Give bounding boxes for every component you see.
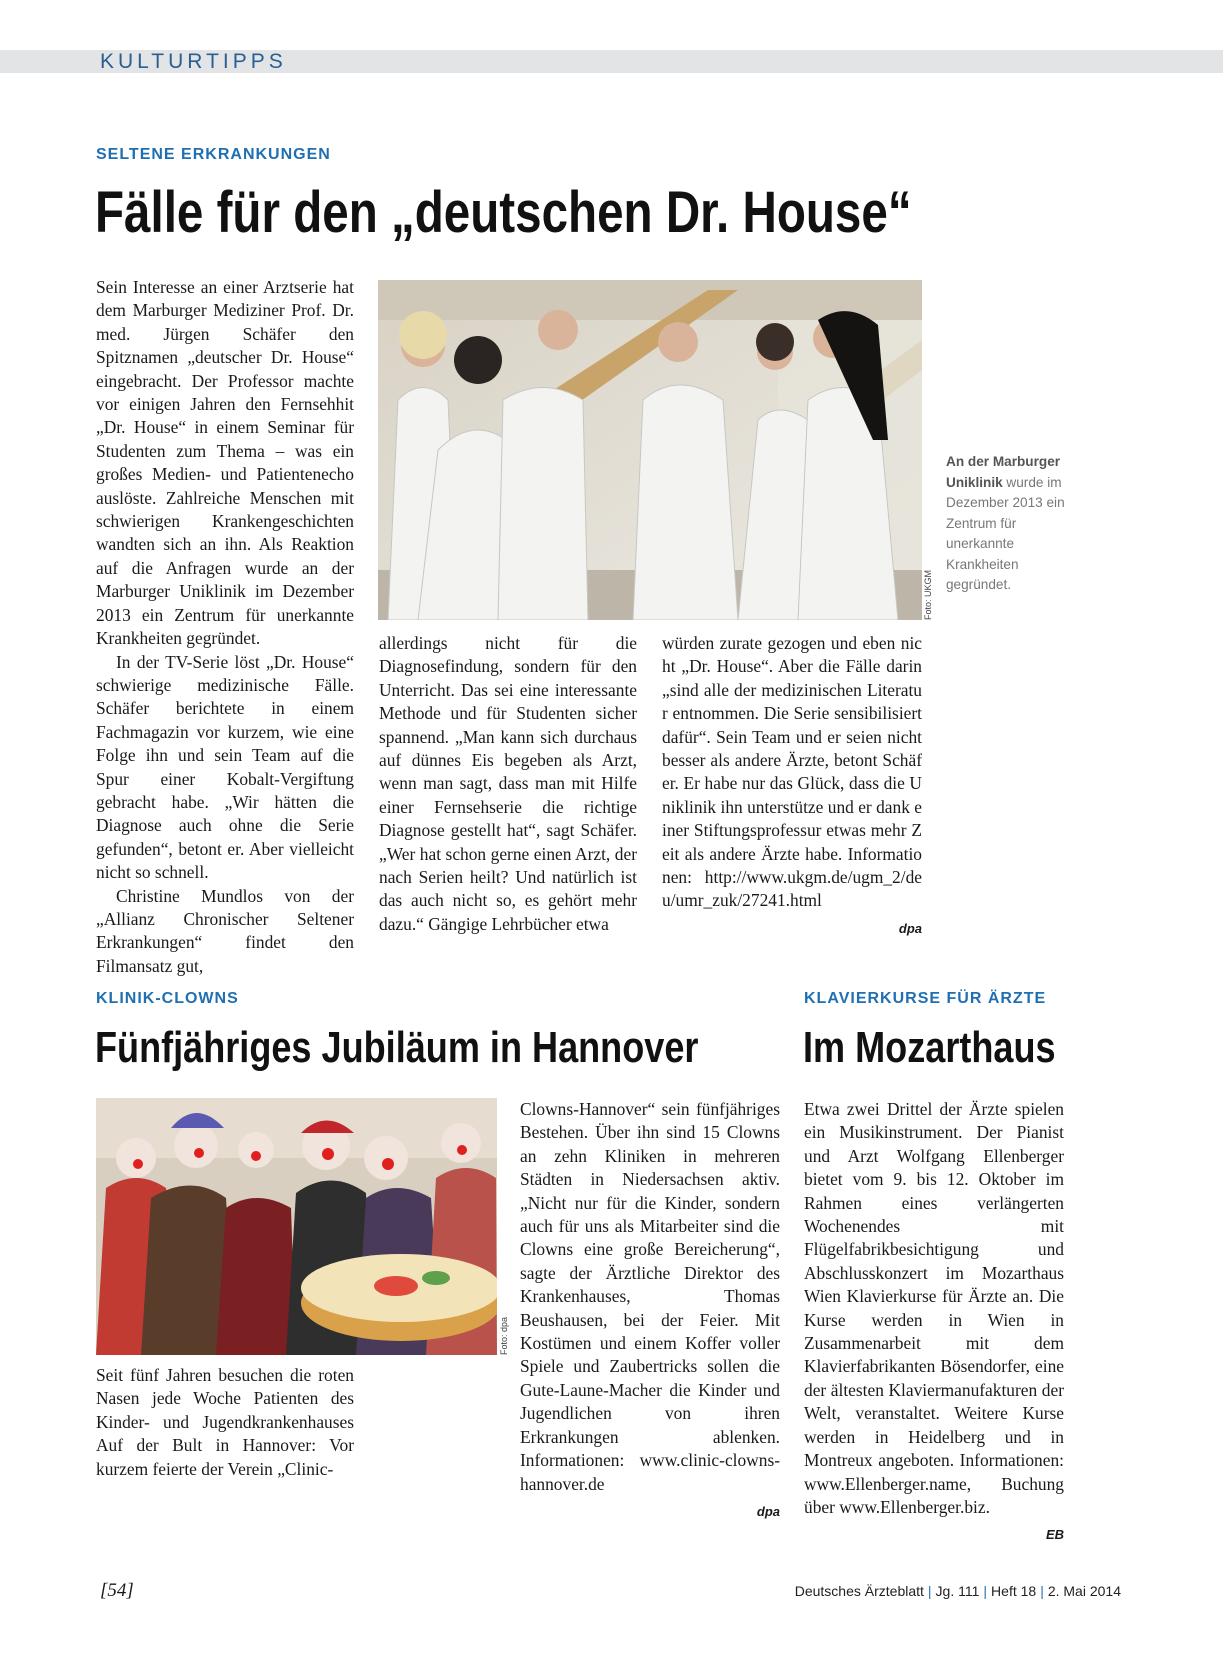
doctors-photo — [378, 280, 922, 620]
article1-paragraph: würden zurate gezogen und eben nicht „Dr. House“. Aber die Fälle darin „sind alle der medizinischen Literatur entnommen. Die Serie sensibilisiert dafür“. Sein Team und er seien nicht besser als andere Ärzte, betont Schäfer. Er habe nur das Glück, dass die Uniklinik ihn unterstütze und er dank einer Stiftungsprofessur etwas mehr Zeit als andere Ärzte habe. Informationen: http://www.ukgm.de/ugm_2/deu/umr_zuk/27241.html — [662, 633, 922, 911]
footer-separator: | — [983, 1583, 988, 1599]
article2-paragraph: Clowns-Hannover“ sein fünfjähriges Bestehen. Über ihn sind 15 Clowns an zehn Kliniken in mehreren Städten in Niedersachsen aktiv. „Nicht nur für die Kinder, sondern auch für uns als Mitarbeiter sind die Clowns eine große Bereicherung“, sagte der Ärztliche Direktor des Krankenhauses, Thomas Beushausen, bei der Feier. Mit Kostümen und einem Koffer voller Spiele und Zaubertricks sollen die Gute-Laune-Macher die Kinder und Jugendlichen von ihren Erkrankungen ablenken. Informationen: www.clinic-clowns-hannover.de — [520, 1099, 780, 1494]
article2-headline: Fünfjähriges Jubiläum in Hannover — [95, 1023, 699, 1072]
page-number: [54] — [100, 1580, 134, 1601]
journal-issue: Heft 18 — [991, 1583, 1037, 1599]
caption-bold: An der Marburger Uniklinik — [946, 454, 1061, 490]
footer-separator: | — [927, 1583, 932, 1599]
article1-photo-credit: Foto: UKGM — [923, 569, 933, 620]
article1-paragraph: allerdings nicht für die Diagnosefindung, sondern für den Unterricht. Das sei eine interessante Methode und für Studenten sicher spannend. „Man kann sich durchaus auf dünnes Eis begeben als Arzt, wenn man sagt, dass man mit Hilfe einer Fernsehserie die richtige Diagnose gestellt hat“, sagt Schäfer. „Wer hat schon gerne einen Arzt, der nach Serien heilt? Und natürlich ist das auch nicht so, es gehört mehr dazu.“ Gängige Lehrbücher etwa — [379, 633, 637, 934]
journal-volume: Jg. 111 — [935, 1583, 980, 1599]
article2-source: dpa — [756, 1503, 780, 1519]
section-label: KULTURTIPPS — [100, 50, 287, 73]
article2-paragraph: Seit fünf Jahren besuchen die roten Nasen jede Woche Patienten des Kinder- und Jugendkrankenhauses Auf der Bult in Hannover: Vor kurzem feierte der Verein „Clinic- — [96, 1365, 354, 1479]
article2-column-2 — [520, 1098, 780, 1523]
article3-headline: Im Mozarthaus — [803, 1023, 1056, 1072]
article1-column-3 — [662, 632, 922, 940]
article3-column — [804, 1098, 1064, 1547]
article2-kicker: KLINIK-CLOWNS — [96, 990, 239, 1007]
article2-column-1 — [96, 1364, 354, 1481]
article1-source: dpa — [898, 920, 922, 936]
journal-footer — [795, 1583, 1121, 1599]
article1-kicker: SELTENE ERKRANKUNGEN — [96, 146, 331, 163]
article1-paragraph: Christine Mundlos von der „Allianz Chronischer Seltener Erkrankungen“ findet den Filmansatz gut, — [96, 885, 354, 976]
journal-date: 2. Mai 2014 — [1047, 1583, 1121, 1599]
article3-kicker: KLAVIERKURSE FÜR ÄRZTE — [804, 990, 1047, 1007]
article3-source: EB — [1045, 1527, 1064, 1543]
article3-paragraph: Etwa zwei Drittel der Ärzte spielen ein Musikinstrument. Der Pianist und Arzt Wolfgang Ellenberger bietet vom 9. bis 12. Oktober im Rahmen eines verlängerten Wochenendes mit Flügelfabrikbesichtigung und Abschlusskonzert im Mozarthaus Wien Klavierkurse für Ärzte an. Die Kurse werden in Wien in Zusammenarbeit mit dem Klavierfabrikanten Bösendorfer, eine der ältesten Klaviermanufakturen der Welt, veranstaltet. Weitere Kurse werden in Heidelberg und in Montreux angeboten. Informationen: www.Ellenberger.name, Buchung über www.Ellenberger.biz. — [804, 1099, 1064, 1517]
journal-name: Deutsches Ärzteblatt — [794, 1583, 924, 1599]
caption-text: wurde im Dezember 2013 ein Zentrum für unerkannte Krankheiten gegründet. — [946, 474, 1065, 592]
article1-column-1 — [96, 276, 354, 978]
article1-column-2 — [379, 632, 637, 936]
footer-separator: | — [1040, 1583, 1044, 1599]
clowns-photo — [96, 1098, 497, 1355]
article2-photo-credit: Foto: dpa — [499, 1316, 509, 1355]
article1-headline: Fälle für den „deutschen Dr. House“ — [95, 180, 912, 245]
article1-paragraph: In der TV-Serie löst „Dr. House“ schwierige medizinische Fälle. Schäfer berichtete in einem Fachmagazin vor kurzem, wie eine Folge ihn und sein Team auf die Spur einer Kobalt-Vergiftung gebracht habe. „Wir hätten die Diagnose auch ohne die Serie gefunden“, betont er. Aber vielleicht nicht so schnell. — [96, 651, 354, 883]
article1-paragraph: Sein Interesse an einer Arztserie hat dem Marburger Mediziner Prof. Dr. med. Jürgen Schäfer den Spitznamen „deutscher Dr. House“ eingebracht. Der Professor machte vor einigen Jahren den Fernsehhit „Dr. House“ in einem Seminar für Studenten zum Thema – was ein großes Medien- und Patientenecho auslöste. Zahlreiche Menschen mit schwierigen Krankengeschichten wandten sich an ihn. Als Reaktion auf die Anfragen wurde an der Marburger Uniklinik im Dezember 2013 ein Zentrum für unerkannte Krankheiten gegründet. — [96, 277, 354, 649]
article1-caption — [946, 452, 1066, 596]
